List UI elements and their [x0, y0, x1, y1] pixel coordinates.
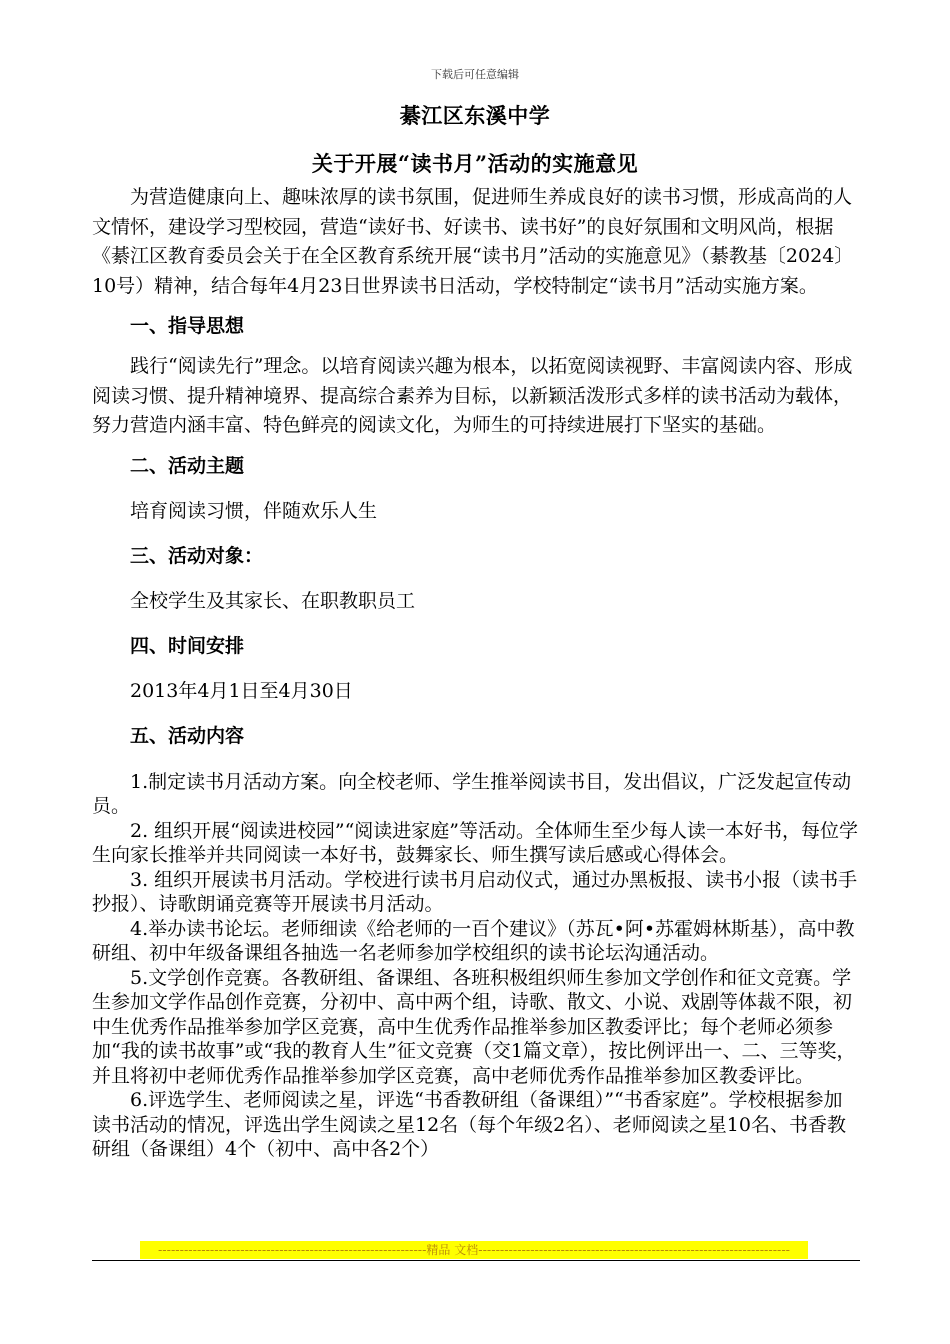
section-heading-schedule: 四、时间安排: [130, 634, 245, 657]
activity-item: 6.评选学生、老师阅读之星，评选“书香教研组（备课组）”“书香家庭”。学校根据参加读书活动的情况，评选出学生阅读之星12名（每个年级2名）、老师阅读之星10名、书香教研组（备课组）4个（初中、高中各2个）: [92, 1089, 846, 1160]
section-text-participants: 全校学生及其家长、在职教职员工: [130, 589, 416, 612]
section-heading-theme: 二、活动主题: [130, 454, 245, 477]
section-text-theme: 培育阅读习惯，伴随欢乐人生: [130, 499, 378, 522]
activity-item: 5.文学创作竞赛。各教研组、备课组、各班积极组织师生参加文学创作和征文竞赛。学生参加文学作品创作竞赛，分初中、高中两个组，诗歌、散文、小说、戏剧等体裁不限，初中生优秀作品推举参加学区竞赛，高中生优秀作品推举参加区教委评比；每个老师必须参加“我的读书故事”或“我的教育人生”征文竞赛（交1篇文章），按比例评出一、二、三等奖，并且将初中老师优秀作品推举参加学区竞赛，高中老师优秀作品推举参加区教委评比。: [92, 966, 856, 1087]
section-heading-guiding-thought: 一、指导思想: [130, 315, 245, 337]
activity-item: 3. 组织开展读书月活动。学校进行读书月启动仪式，通过办黑板报、读书小报（读书手抄报）、诗歌朗诵竞赛等开展读书月活动。: [92, 868, 858, 915]
document-body: [92, 183, 860, 1162]
header-note: 下载后可任意编辑: [431, 68, 519, 81]
intro-paragraph: 为营造健康向上、趣味浓厚的读书氛围，促进师生养成良好的读书习惯，形成高尚的人文情怀，建设学习型校园，营造“读好书、好读书、读书好”的良好氛围和文明风尚，根据《綦江区教育委员会关于在全区教育系统开展“读书月”活动的实施意见》（綦教基〔2024〕10号）精神，结合每年4月23日世界读书日活动，学校特制定“读书月”活动实施方案。: [92, 186, 854, 297]
activity-item: 2. 组织开展“阅读进校园”“阅读进家庭”等活动。全体师生至少每人读一本好书，每位学生向家长推举并共同阅读一本好书，鼓舞家长、师生撰写读后感或心得体会。: [92, 819, 859, 866]
section-heading-activities: 五、活动内容: [130, 724, 245, 747]
activity-item: 1.制定读书月活动方案。向全校老师、学生推举阅读书目，发出倡议，广泛发起宣传动员。: [92, 770, 852, 817]
footer-rule: [92, 1260, 860, 1261]
section-heading-participants: 三、活动对象：: [130, 544, 264, 567]
document-title: 关于开展“读书月”活动的实施意见: [311, 151, 639, 176]
section-text-schedule: 2013年4月1日至4月30日: [130, 679, 353, 702]
section-text-guiding-thought: 践行“阅读先行”理念。以培育阅读兴趣为根本，以拓宽阅读视野、丰富阅读内容、形成阅读习惯、提升精神境界、提高综合素养为目标，以新颖活泼形式多样的读书活动为载体，努力营造内涵丰富、特色鲜亮的阅读文化，为师生的可持续进展打下坚实的基础。: [92, 355, 853, 436]
school-name: 綦江区东溪中学: [399, 103, 551, 128]
footer-watermark: --------------------------------------------------------------精品 文档------------------------------------------------------------------------: [140, 1241, 808, 1259]
activity-list: [92, 770, 860, 1162]
activity-item: 4.举办读书论坛。老师细读《给老师的一百个建议》（苏瓦•阿•苏霍姆林斯基），高中教研组、初中年级备课组各抽选一名老师参加学校组织的读书论坛沟通活动。: [92, 917, 855, 964]
